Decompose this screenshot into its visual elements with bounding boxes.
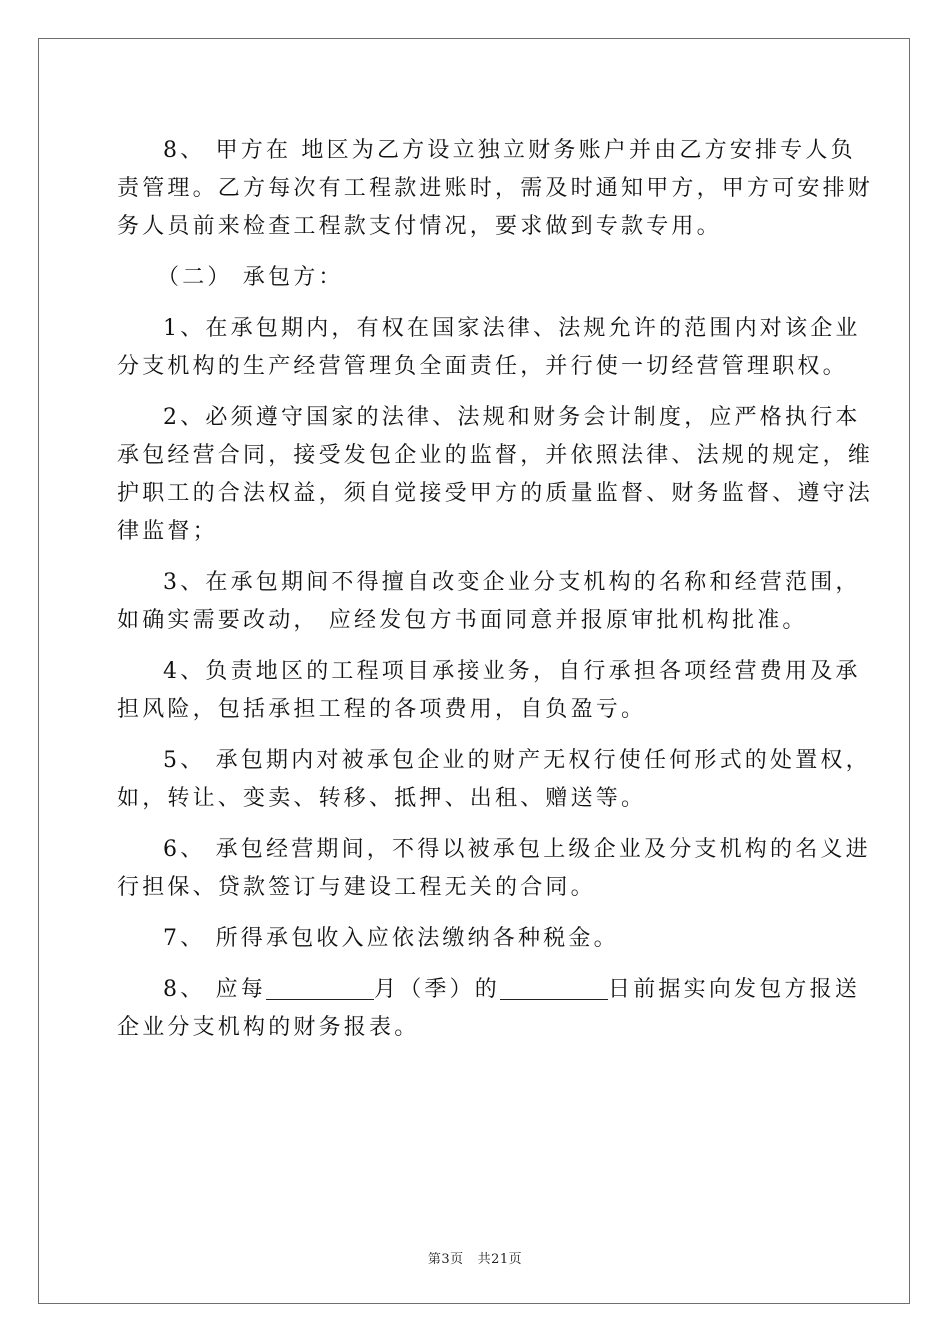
total-pages: 共21页 — [477, 1252, 523, 1267]
paragraph-8-financial-reports: 8、 应每 月（季）的 日前据实向发包方报送 企业分支机构的财务报表。 — [117, 971, 837, 1047]
paragraph-4: 4、负责地区的工程项目承接业务，自行承担各项经营费用及承 担风险，包括承担工程的各项费用，自负盈亏。 — [117, 659, 861, 722]
text-segment: 月（季）的 — [374, 977, 501, 1002]
page-number: 第3页 — [427, 1252, 464, 1267]
fill-in-blank-month — [266, 973, 374, 1000]
text-segment: 8、 应每 — [163, 977, 266, 1002]
paragraph-2: 2、必须遵守国家的法律、法规和财务会计制度，应严格执行本 承包经营合同，接受发包企业的监督，并依照法律、法规的规定，维 护职工的合法权益，须自觉接受甲方的质量监督、财务监督、遵守法 律监督； — [117, 405, 874, 544]
paragraph-3: 3、在承包期间不得擅自改变企业分支机构的名称和经营范围， 如确实需要改动， 应经发包方书面同意并报原审批机构批准。 — [117, 570, 861, 633]
text-segment: 日前据实向发包方报送 — [608, 977, 861, 1002]
paragraph-7: 7、 所得承包收入应依法缴纳各种税金。 — [163, 926, 619, 951]
paragraph-5: 5、 承包期内对被承包企业的财产无权行使任何形式的处置权， 如，转让、变卖、转移、抵押、出租、赠送等。 — [117, 748, 871, 811]
paragraph-8-finance-account: 8、 甲方在 地区为乙方设立独立财务账户并由乙方安排专人负 责管理。乙方每次有工程款进账时，需及时通知甲方，甲方可安排财 务人员前来检查工程款支付情况，要求做到专款专用。 — [117, 138, 874, 239]
paragraph-6: 6、 承包经营期间，不得以被承包上级企业及分支机构的名义进 行担保、贷款签订与建设工程无关的合同。 — [117, 837, 871, 900]
document-body — [117, 132, 874, 1047]
paragraph-1: 1、在承包期内，有权在国家法律、法规允许的范围内对该企业 分支机构的生产经营管理负全面责任，并行使一切经营管理职权。 — [117, 316, 861, 379]
page-footer — [0, 1248, 950, 1267]
section-heading-contractor: （二） 承包方： — [157, 265, 344, 290]
fill-in-blank-day — [500, 973, 608, 1000]
